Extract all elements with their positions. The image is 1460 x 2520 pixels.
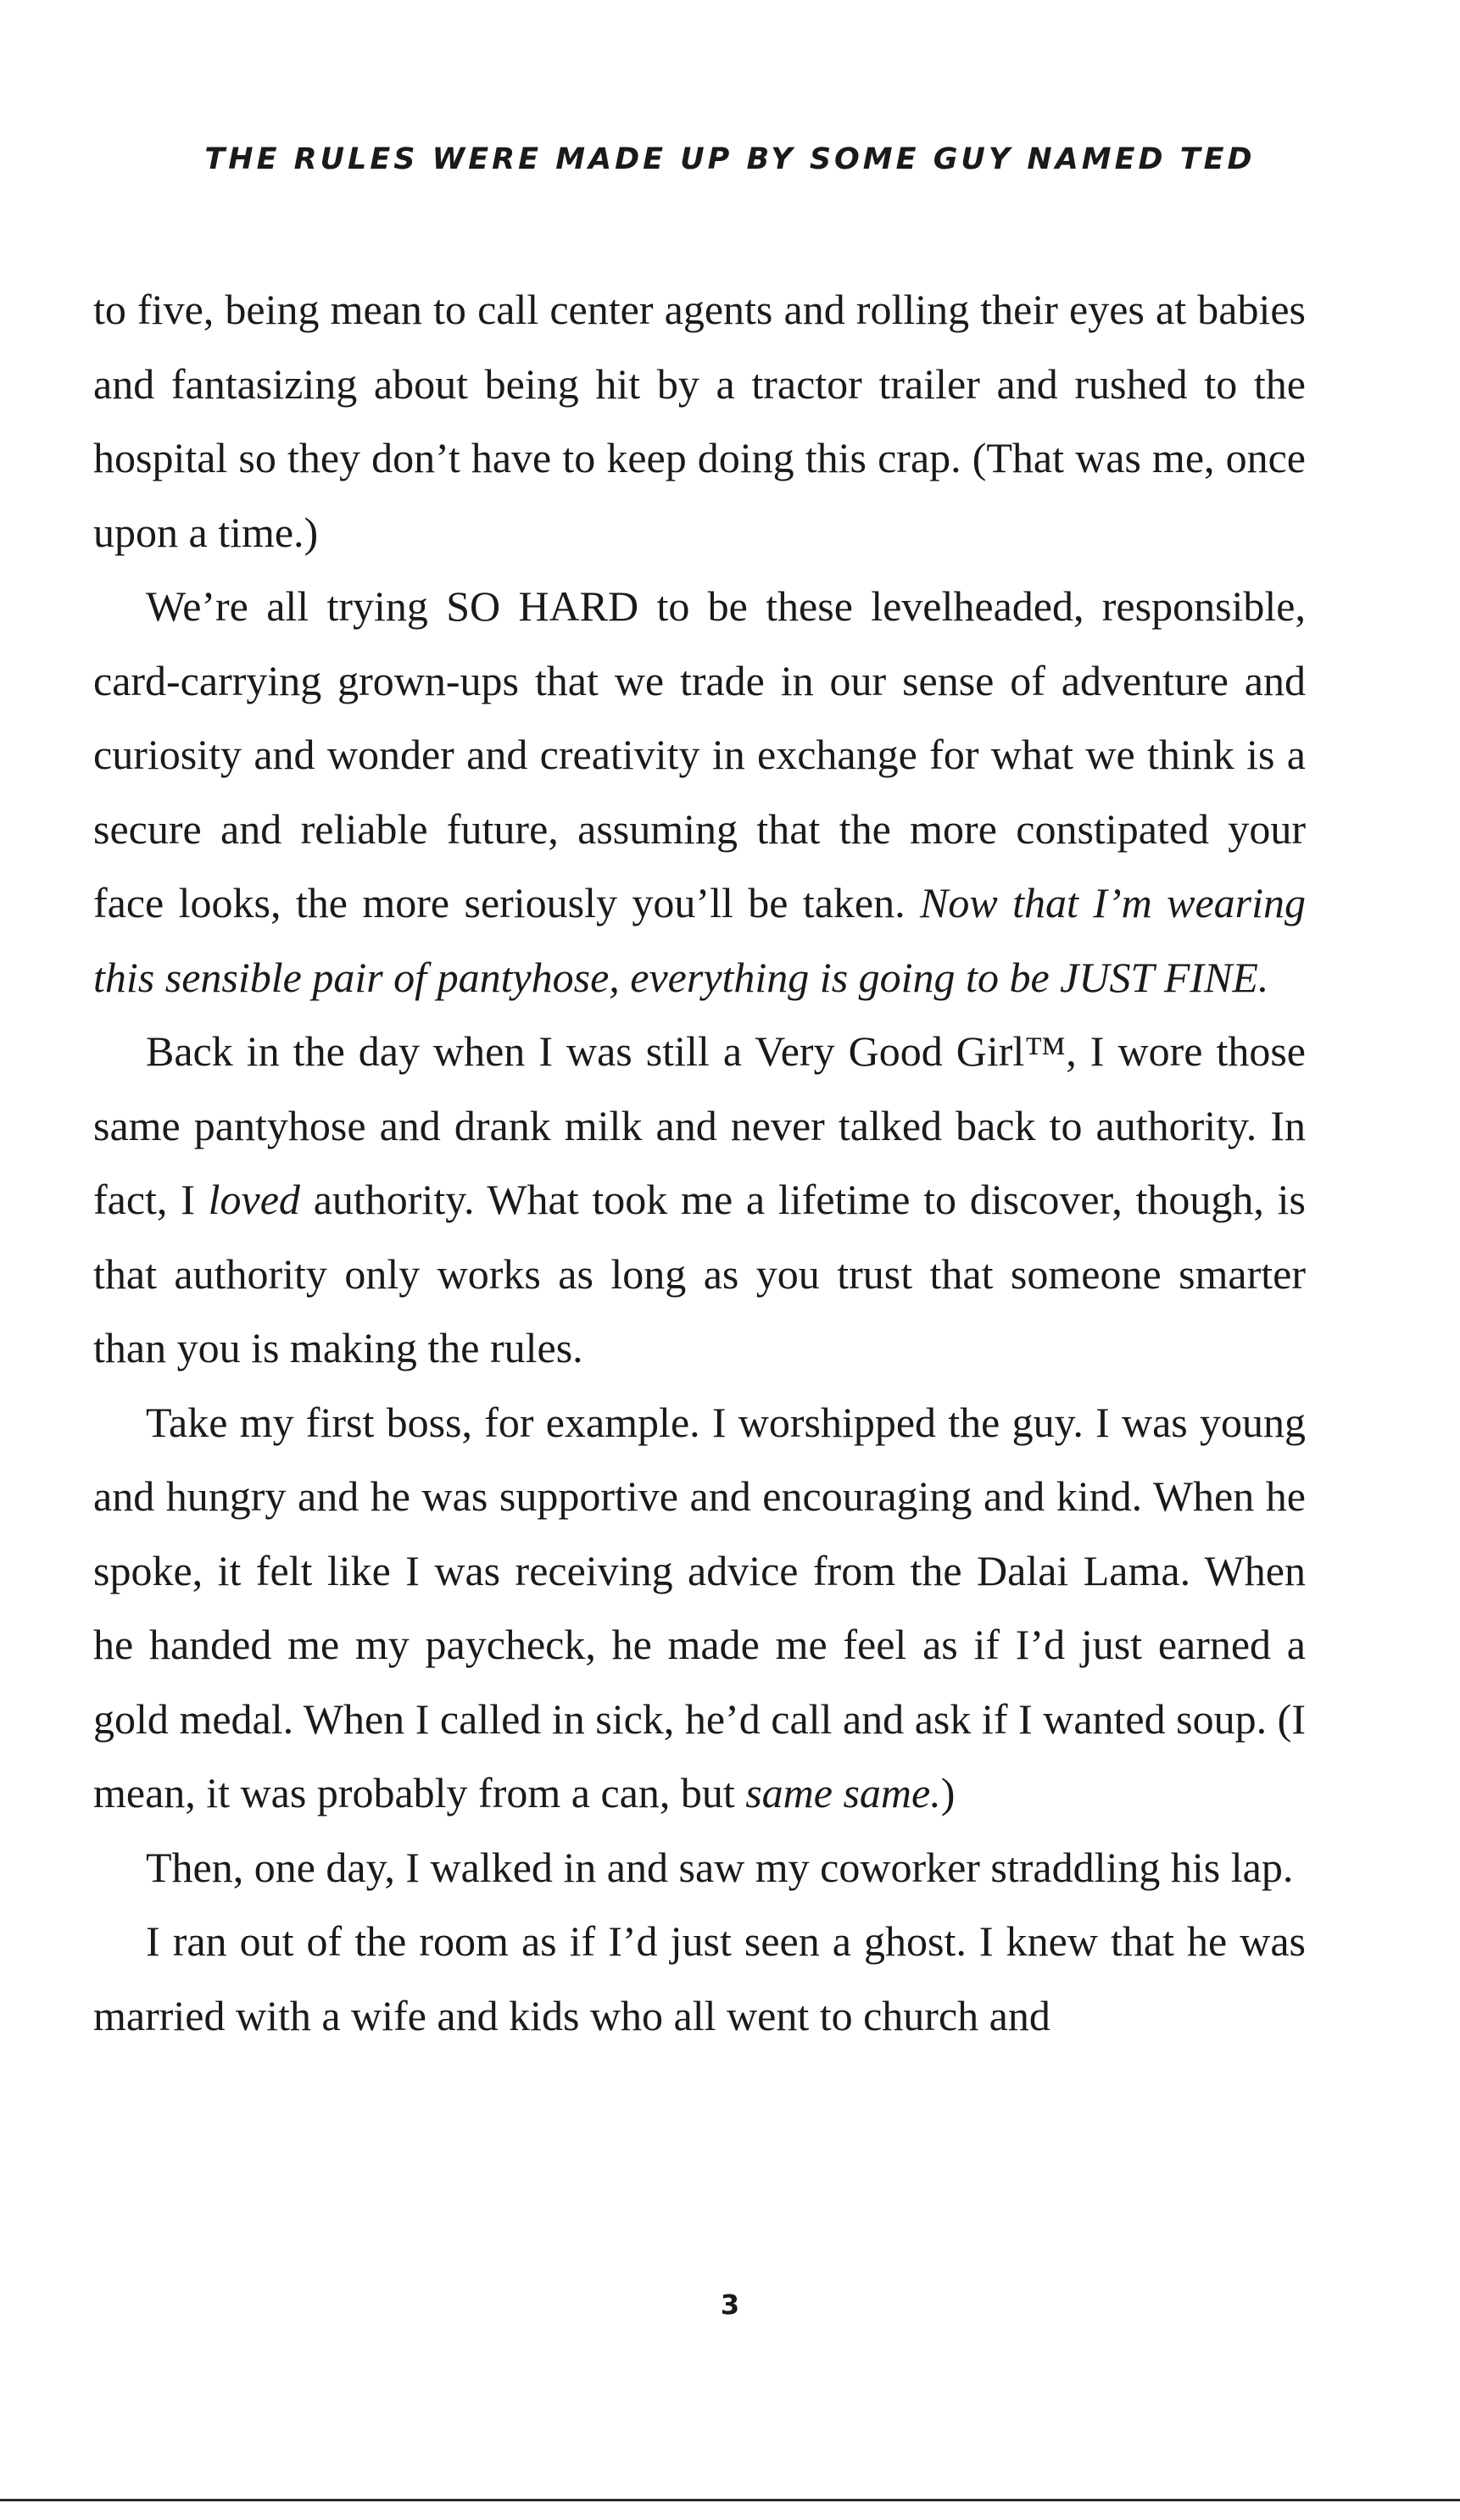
- paragraph: [93, 1831, 1306, 1905]
- page-number: 3: [720, 2289, 740, 2321]
- paragraph: [93, 1905, 1306, 2053]
- text-run: authority. What took me a lifetime to discover, though, is that authority only works as long as you trust that someone smarter than you is making the rules.: [93, 1176, 1307, 1371]
- body-text: [93, 273, 1306, 2053]
- italic-text-run: same same.: [745, 1769, 941, 1816]
- text-run: Then, one day, I walked in and saw my coworker straddling his lap.: [146, 1843, 1294, 1891]
- paragraph: [93, 570, 1306, 1015]
- text-run: I ran out of the room as if I’d just seen a ghost. I knew that he was married with a wife and kids who all went to church and: [93, 1917, 1306, 2039]
- scan-edge-line: [0, 2499, 1460, 2501]
- italic-text-run: Now that I’m wearing this sensible pair of pantyhose, everything is going to be JUST FINE.: [93, 879, 1306, 1001]
- paragraph: [93, 1386, 1306, 1831]
- text-run: We’re all trying SO HARD to be these levelheaded, responsible, card-carrying grown-ups that we trade in our sense of adventure and curiosity and wonder and creativity in exchange for what we think is a secure and reliable future, assuming that the more constipated your face looks, the more seriously you’ll be taken.: [93, 582, 1306, 926]
- italic-text-run: loved: [208, 1176, 300, 1223]
- text-run: Take my first boss, for example. I worshipped the guy. I was young and hungry and he was supportive and encouraging and kind. When he spoke, it felt like I was receiving advice from the Dalai Lama. When he handed me my paycheck, he made me feel as if I’d just earned a gold medal. When I called in sick, he’d call and ask if I wanted soup. (I mean, it was probably from a can, but: [93, 1398, 1306, 1816]
- text-run: Back in the day when I was still a Very Good Girl™, I wore those same pantyhose and drank milk and never talked back to authority. In fact, I: [93, 1027, 1306, 1223]
- text-run: to five, being mean to call center agents and rolling their eyes at babies and fantasizing about being hit by a tractor trailer and rushed to the hospital so they don’t have to keep doing this crap. (That was me, once upon a time.): [93, 286, 1306, 556]
- paragraph: [93, 1015, 1306, 1386]
- text-run: ): [940, 1769, 956, 1816]
- running-head: THE RULES WERE MADE UP BY SOME GUY NAMED TED: [204, 142, 1256, 176]
- paragraph: [93, 273, 1306, 570]
